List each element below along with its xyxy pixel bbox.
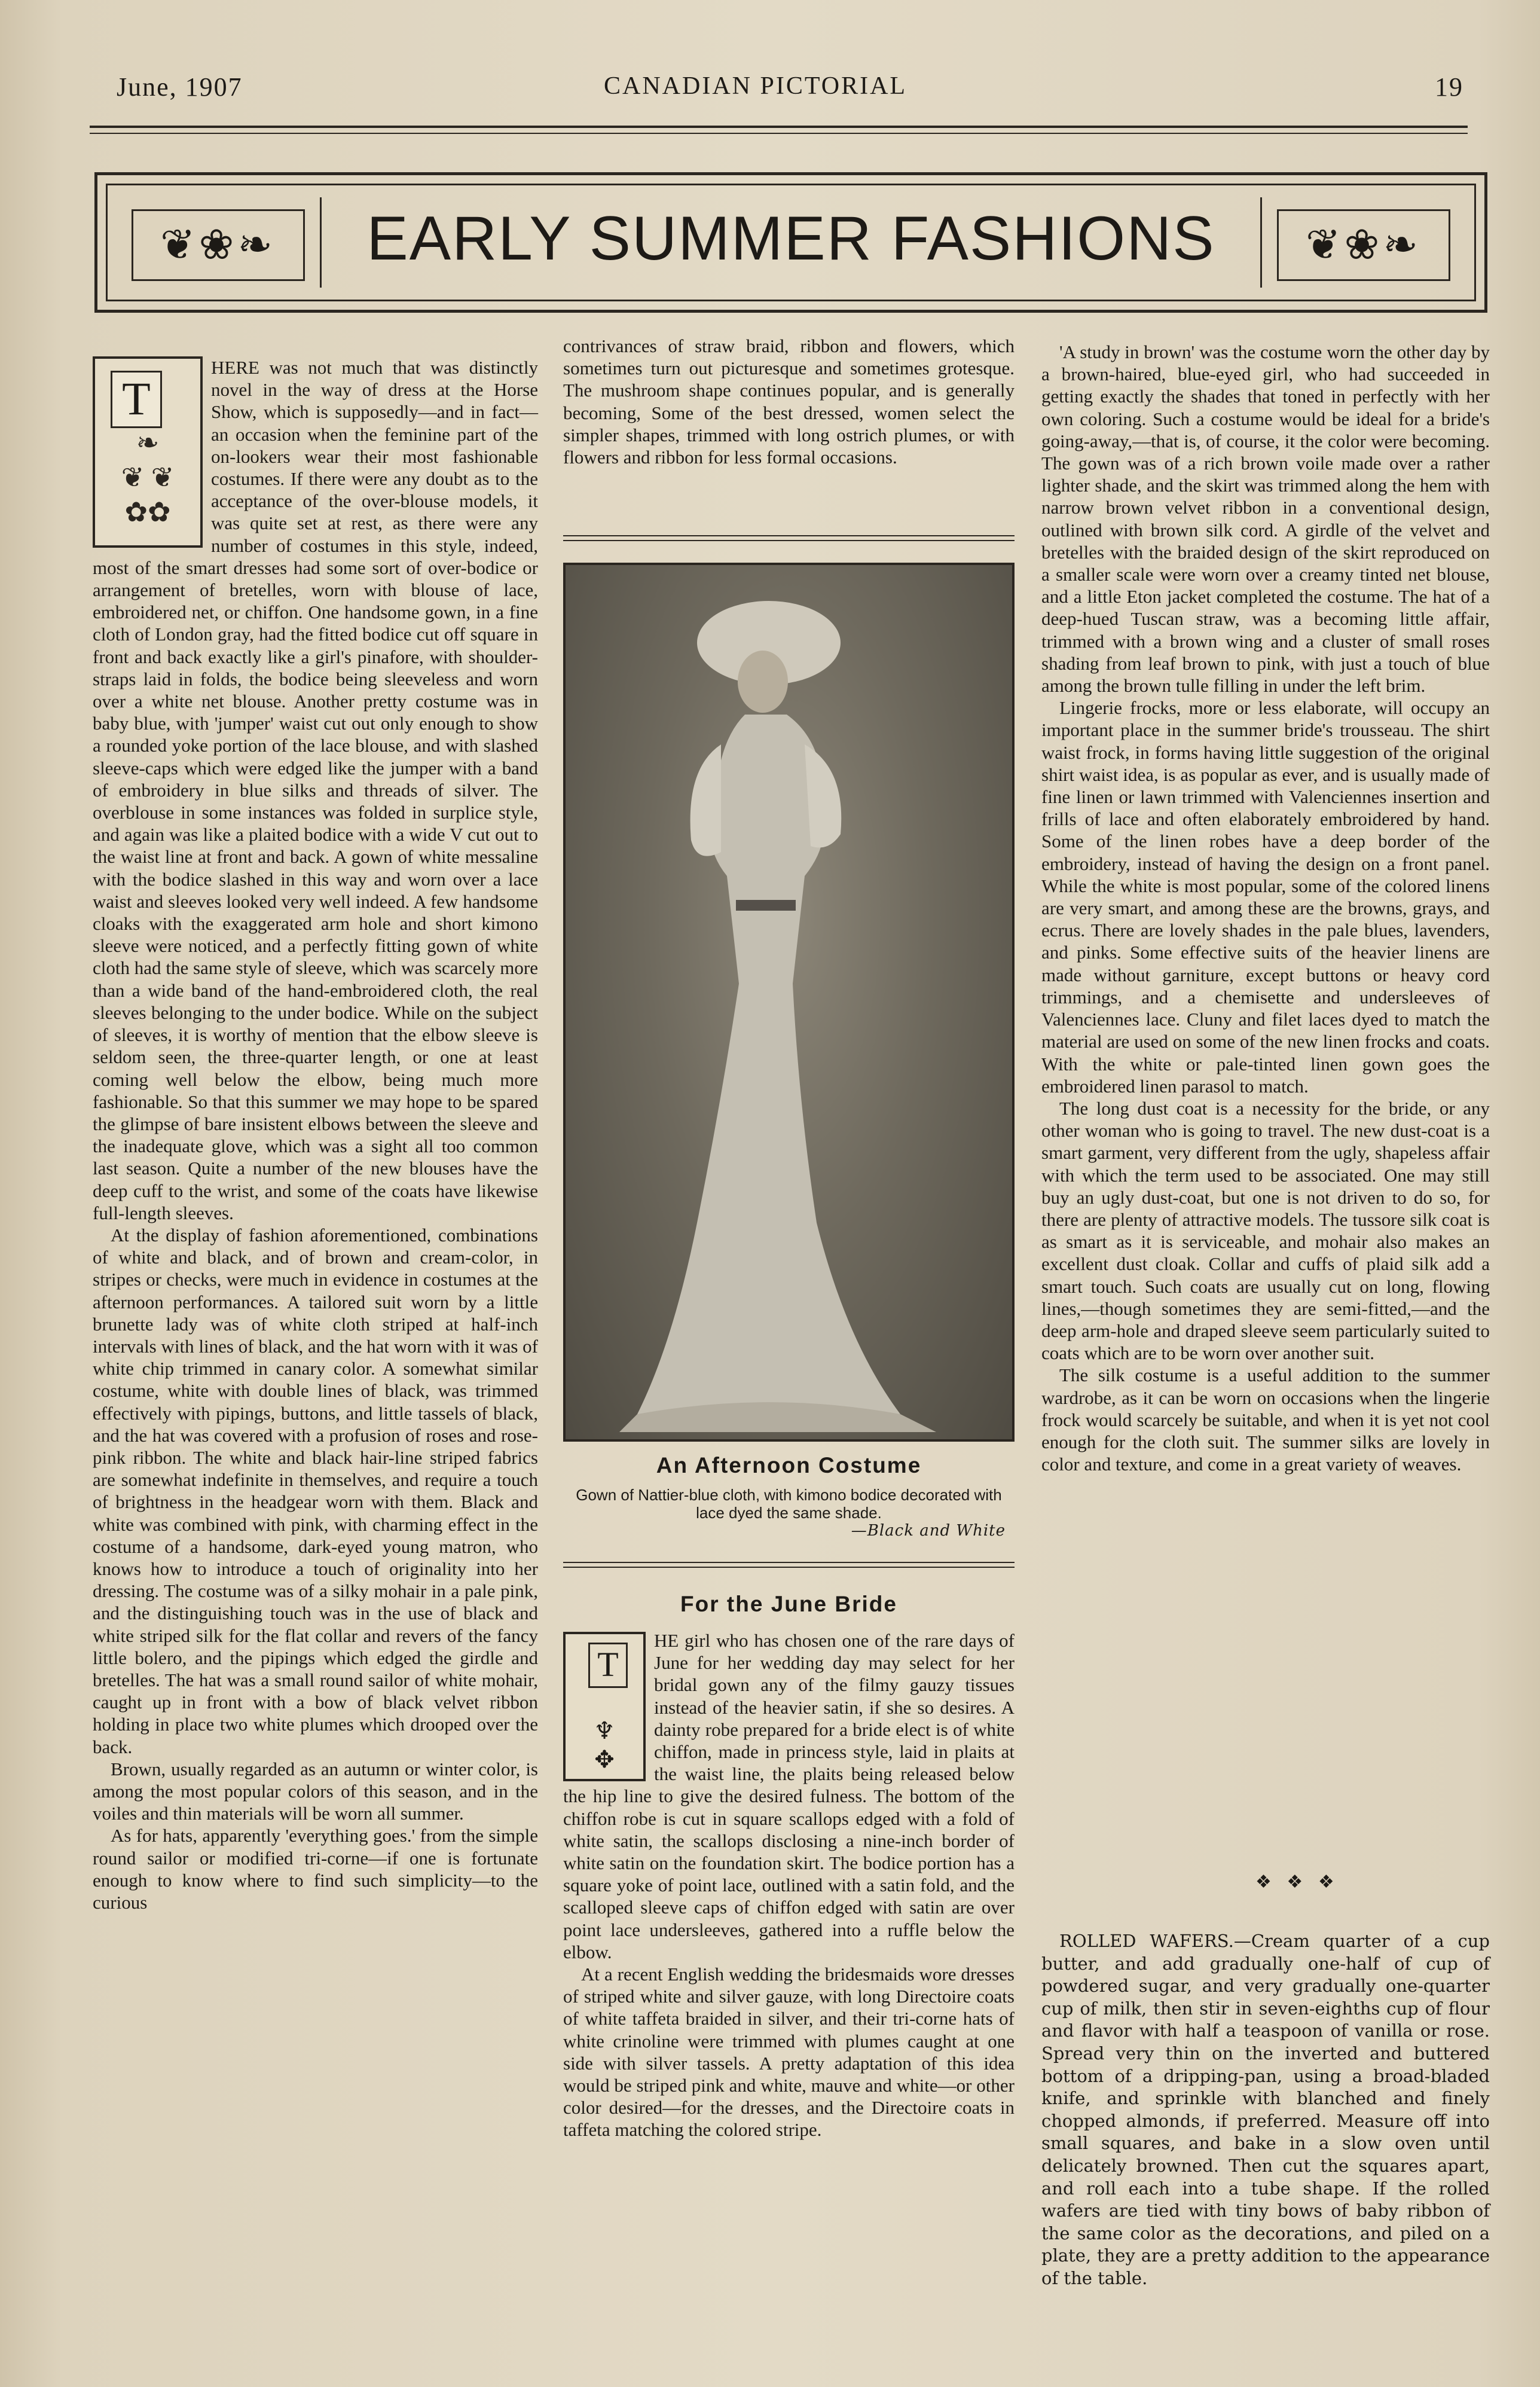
article-column-1 xyxy=(93,356,538,1913)
title-banner xyxy=(94,172,1487,313)
publication-title: CANADIAN PICTORIAL xyxy=(604,72,908,100)
header-rule xyxy=(90,126,1468,128)
article-paragraph: HERE was not much that was distinctly novel in the way of dress at the Horse Show, which is supposedly—and in fact—an occasion when the feminine part of the on-lookers wear their most fashionable costumes. If there were any doubt as to the acceptance of the over-blouse models, it was quite set at rest, as there were any number of costumes in this style, indeed, most of the smart dresses had some sort of over-bodice or arrangement of bretelles, worn with blouse of lace, embroidered net, or chiffon. One handsome gown, in a fine cloth of London gray, had the fitted bodice cut off square in front and back exactly like a girl's pinafore, with shoulder-straps laid in folds, the bodice being sleeveless and worn over a white net blouse. Another pretty costume was in baby blue, with 'jumper' waist cut out only enough to show a rounded yoke portion of the lace blouse, and with slashed sleeve-caps which were edged like the jumper with a band of embroidery in blue silks and threads of silver. The overblouse in some instances was folded in surplice style, and again was like a plaited bodice with a wide V cut out to the waist line at front and back. A gown of white messaline with the bodice slashed in this way and worn over a lace waist and sleeves looked very well indeed. A few handsome cloaks with the exaggerated arm hole and short kimono sleeve were noticed, and a perfectly fitting gown of white cloth had the same style of sleeve, which was scarcely more than a wide band of the hand-embroidered cloth, the real sleeves belonging to the under bodice. While on the subject of sleeves, it is worthy of mention that the elbow sleeve is seldom seen, the three-quarter length, or one at least coming well below the elbow, being much more fashionable. So that this summer we may hope to be spared the glimpse of bare insistent elbows between the sleeve and the inadequate glove, which was a sight all too common last season. Quite a number of the new blouses have the deep cuff to the wrist, and some of the coats have likewise full-length sleeves. xyxy=(93,357,538,1223)
recipe-column xyxy=(1041,1930,1490,2290)
banner-divider xyxy=(320,197,322,288)
page-title: EARLY SUMMER FASHIONS xyxy=(366,204,1215,273)
section-separator-glyphs: ❖ ❖ ❖ xyxy=(1255,1872,1339,1892)
candelabra-ornament-icon: ♆ ✥ xyxy=(594,1717,615,1773)
bride-article xyxy=(563,1629,1015,2141)
page-number: 19 xyxy=(1435,72,1463,102)
figure-caption-title: An Afternoon Costume xyxy=(656,1453,922,1478)
article-paragraph: Brown, usually regarded as an autumn or winter color, is among the most popular colors of this season, and in the voiles and thin materials will be worn all summer. xyxy=(93,1758,538,1824)
section-separator xyxy=(563,1562,1015,1568)
drop-cap xyxy=(563,1632,646,1781)
woman-in-gown-illustration xyxy=(566,565,1012,1439)
drop-cap-letter: T xyxy=(111,371,162,428)
article-column-2 xyxy=(563,335,1015,468)
article-paragraph: HE girl who has chosen one of the rare days of June for her wedding day may select for her bridal gown any of the filmy gauzy tissues instead of the heavier satin, if she so desires. A dainty robe prepared for a bride elect is of white chiffon, made in princess style, laid in plaits at the waist line, the plaits being released below the hip line to give the desired fulness. The bottom of the chiffon robe is cut in square scallops edged with a fold of white satin, the scallops disclosing a nine-inch border of white satin on the foundation skirt. The bodice portion has a square yoke of point lace, outlined with a satin fold, and the scalloped sleeve caps of chiffon edged with satin are over point lace undersleeves, gathered into a ruffle below the elbow. xyxy=(563,1630,1015,1962)
drop-cap-letter: T xyxy=(588,1643,628,1688)
fashion-photograph xyxy=(563,563,1015,1442)
article-paragraph: Lingerie frocks, more or less elaborate, will occupy an important place in the summer bride's trousseau. The shirt waist frock, in forms having little suggestion of the original shirt waist idea, is as popular as ever, and is usually made of fine linen or lawn trimmed with Valenciennes insertion and frills of lace and often elaborately embroidered by hand. Some of the linen robes have a deep border of the embroidery, instead of having the design on a front panel. While the white is most popular, some of the colored linens are very smart, and among these are the browns, grays, and ecrus. There are lovely shades in the pale blues, lavenders, and pinks. Some effective suits of the heavier linens are made without garniture, except buttons or heavy cord trimmings, and a chemisette and undersleeves of Valenciennes lace. Cluny and filet laces dyed to match the material are used on some of the new linen frocks and coats. With the white or pale-tinted linen gown goes the embroidered linen parasol to match. xyxy=(1041,697,1490,1097)
scroll-ornament-icon: ❦❀❧ xyxy=(1277,209,1450,281)
issue-date: June, 1907 xyxy=(117,72,243,102)
grapevine-ornament-icon: ❧ ❦ ❦ ✿✿ xyxy=(121,428,175,527)
article-paragraph: As for hats, apparently 'everything goes.' from the simple round sailor or modified tri-corne—if one is fortunate enough to know where to find such simplicity—to the curious xyxy=(93,1825,538,1913)
article-paragraph: At the display of fashion aforementioned, combinations of white and black, and of brown and cream-color, in stripes or checks, were much in evidence in costumes at the afternoon performances. A tailored suit worn by a little brunette lady was of white cloth striped at half-inch intervals with lines of black, and the hat worn with it was of white chip trimmed in canary color. A somewhat similar costume, white with double lines of black, was trimmed effectively with pipings, buttons, and little tassels of black, and the hat was covered with a profusion of roses and rose-pink ribbon. The white and black hair-line striped fabrics are somewhat indefinite in themselves, and require a touch of brightness in the headgear worn with them. Black and white was combined with pink, with charming effect in the costume of a handsome, dark-eyed young matron, who knows how to introduce a touch of originality into her dressing. The costume was of a silky mohair in a pale pink, and the distinguishing touch was in the use of black and white striped silk for the flat collar and revers of the fancy little bolero, and the pipings which edged the girdle and bretelles. The hat was a small round sailor of white mohair, caught up in front with a bow of black velvet ribbon holding in place two white plumes which drooped over the back. xyxy=(93,1224,538,1757)
article-paragraph: 'A study in brown' was the costume worn the other day by a brown-haired, blue-eyed girl, who had succeeded in getting exactly the shades that toned in perfectly with her own coloring. Such a costume would be ideal for a bride's going-away,—that is, of course, it the color were becoming. The gown was of a rich brown voile made over a rather lighter shade, and the skirt was trimmed along the hem with narrow brown velvet ribbon in a conventional design, outlined with brown silk cord. A girdle of the velvet and bretelles with the braided design of the skirt reproduced on a smaller scale were worn over a creamy tinted net blouse, and a little Eton jacket completed the costume. The hat of a deep-hued Tuscan straw, was a becoming little affair, trimmed with a brown wing and a cluster of small roses shading from leaf brown to pink, with just a touch of blue among the brown tulle filling in under the left brim. xyxy=(1041,341,1490,697)
article-column-3 xyxy=(1041,341,1490,1475)
article-paragraph: The long dust coat is a necessity for the bride, or any other woman who is going to travel. The new dust-coat is a smart garment, very different from the ugly, shapeless affair with which the term used to be associated. One may still buy an ugly dust-coat, but one is not driven to do so, for there are plenty of attractive models. The tussore silk coat is as smart as it is serviceable, and mohair also makes an excellent dust cloak. Collar and cuffs of plaid silk add a smart touch. Such coats are usually cut on long, flowing lines,—though sometimes they are semi-fitted,—and the deep arm-hole and draped sleeve seem particularly suited to coats which are to be worn over another suit. xyxy=(1041,1097,1490,1364)
article-paragraph: At a recent English wedding the bridesmaids wore dresses of striped white and silver gauze, with long Directoire coats of white taffeta braided in silver, and their tri-corne hats of white crinoline were trimmed with plumes caught at one side with silver tassels. A pretty adaptation of this idea would be striped pink and white, mauve and white—or other color desired—for the dresses, and the Directoire coats in taffeta matching the colored stripe. xyxy=(563,1964,1015,2141)
figure-credit: —Black and White xyxy=(851,1522,1006,1540)
section-separator xyxy=(563,535,1015,541)
drop-cap xyxy=(93,356,203,548)
recipe-paragraph: ROLLED WAFERS.—Cream quarter of a cup butter, and add gradually one-half of cup of powdered sugar, and very gradually one-quarter cup of milk, then stir in seven-eighths cup of flour and flavor with half a teaspoon of vanilla or rose. Spread very thin on the inverted and buttered bottom of a dripping-pan, using a broad-bladed knife, and sprinkle with blanched and finely chopped almonds, if preferred. Measure off into small squares, and bake in a slow oven until delicately browned. Then cut the squares apart, and roll each into a tube shape. If the rolled wafers are tied with tiny bows of baby ribbon of the same color as the decorations, and piled on a plate, they are a pretty addition to the appearance of the table. xyxy=(1041,1931,1490,2288)
article-paragraph: The silk costume is a useful addition to the summer wardrobe, as it can be worn on occasions when the lingerie frock would scarcely be suitable, and when it is yet not cool enough for the cloth suit. The summer silks are lovely in color and texture, and come in a great variety of weaves. xyxy=(1041,1365,1490,1475)
banner-inner-frame xyxy=(106,184,1476,301)
scroll-ornament-icon: ❦❀❧ xyxy=(132,209,305,281)
section-title: For the June Bride xyxy=(680,1592,897,1616)
header-rule-thin xyxy=(90,133,1468,134)
article-paragraph: contrivances of straw braid, ribbon and flowers, which sometimes turn out picturesque and sometimes grotesque. The mushroom shape continues popular, and is generally becoming, Some of the best dressed, women select the simpler shapes, trimmed with long ostrich plumes, or with flowers and ribbon for less formal occasions. xyxy=(563,335,1015,468)
banner-divider xyxy=(1260,197,1262,288)
figure-caption: Gown of Nattier-blue cloth, with kimono bodice decorated with lace dyed the same shade. xyxy=(576,1486,1002,1522)
